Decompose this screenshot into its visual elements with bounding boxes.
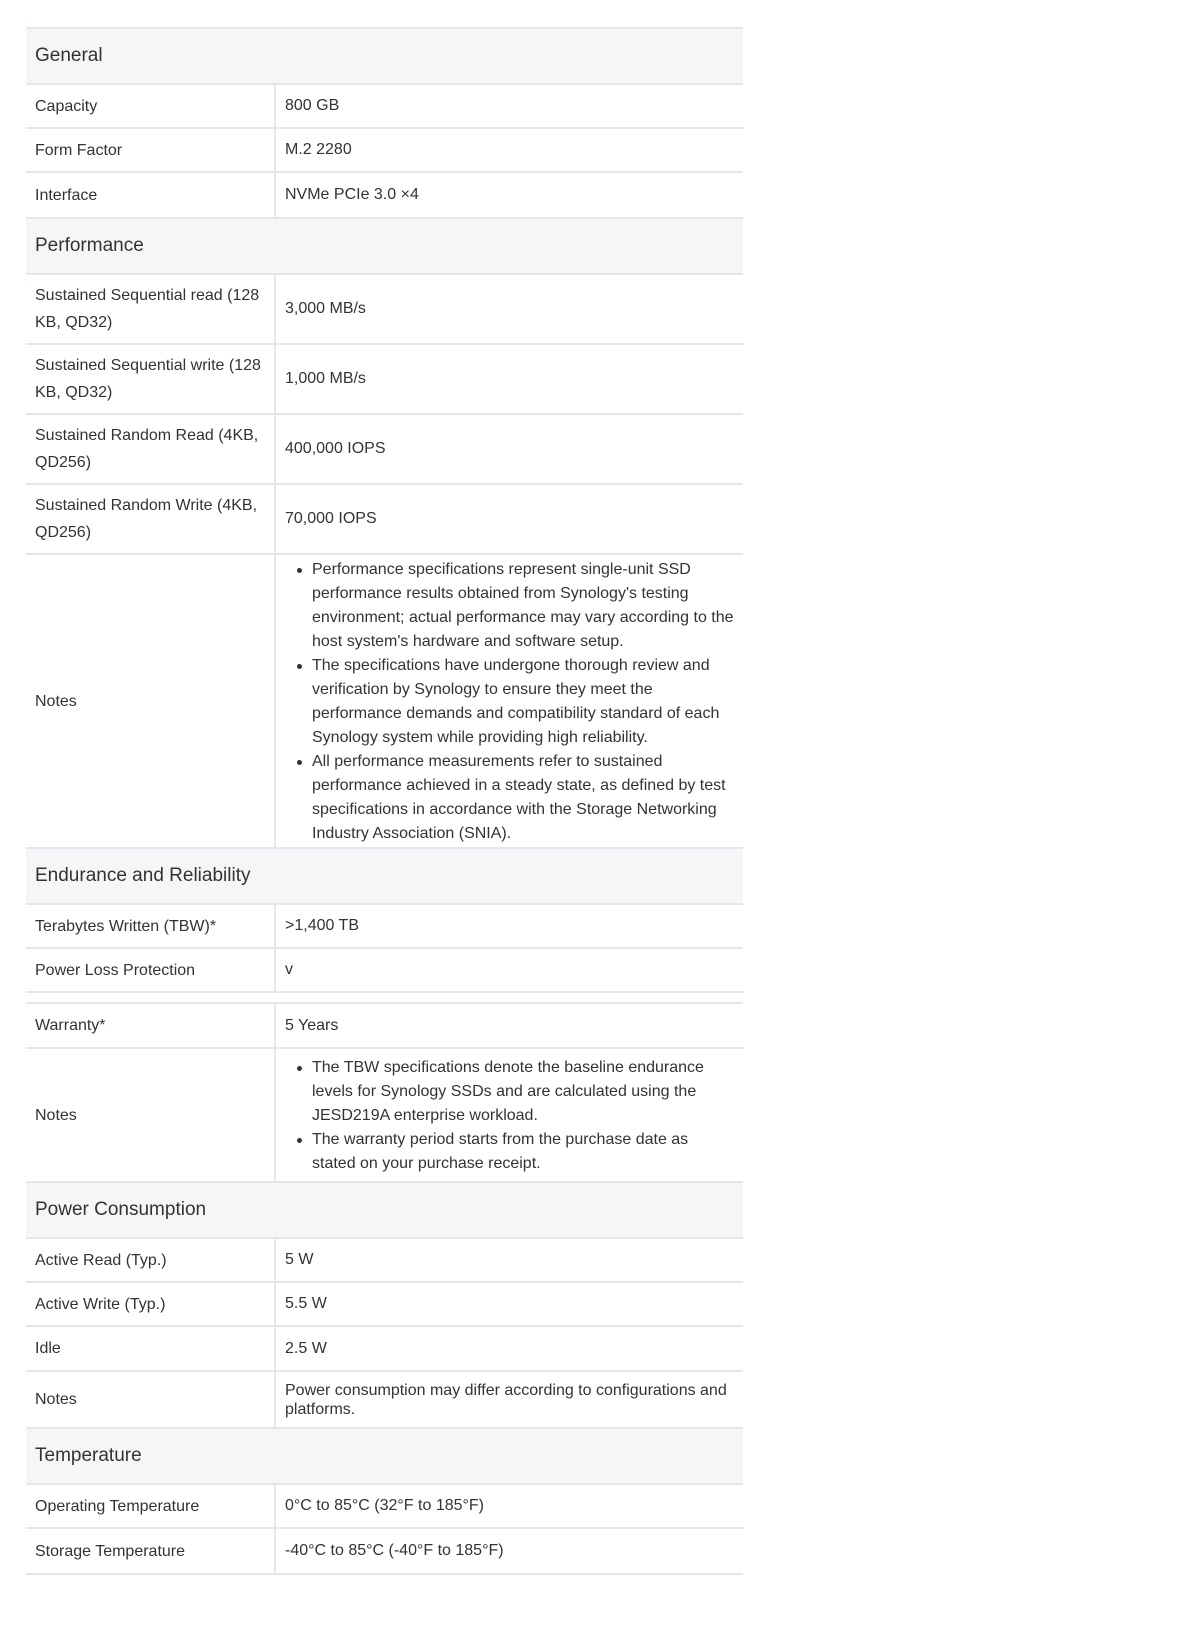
row-label: Storage Temperature	[26, 1529, 276, 1573]
list-item: All performance measurements refer to sustained performance achieved in a steady state, as defined by test specifications in accordance with the Storage Networking Industry Association (SNIA).	[285, 750, 735, 846]
table-row	[26, 1485, 743, 1529]
table-row	[26, 1372, 743, 1427]
row-value: M.2 2280	[285, 141, 352, 158]
row-label: Notes	[26, 555, 276, 847]
table-row	[26, 275, 743, 345]
table-row	[26, 555, 743, 847]
row-value: Power consumption may differ according to configurations and platforms.	[285, 1381, 727, 1418]
table-row	[26, 1529, 743, 1573]
spec-table	[26, 27, 743, 1575]
table-row	[26, 1283, 743, 1327]
section-title: General	[26, 29, 743, 85]
row-label: Sustained Sequential write (128 KB, QD32)	[26, 345, 276, 413]
section-power	[26, 1181, 743, 1427]
table-row	[26, 173, 743, 217]
table-row	[26, 129, 743, 173]
section-endurance	[26, 847, 743, 1181]
list-item: The TBW specifications denote the baseline endurance levels for Synology SSDs and are calculated using the JESD219A enterprise workload.	[285, 1056, 735, 1128]
list-item: The specifications have undergone thorough review and verification by Synology to ensure they meet the performance demands and compatibility standard of each Synology system while providing high reliability.	[285, 654, 735, 750]
table-row	[26, 1239, 743, 1283]
row-label: Capacity	[26, 85, 276, 127]
section-title: Endurance and Reliability	[26, 849, 743, 905]
section-title: Temperature	[26, 1429, 743, 1485]
row-label: Warranty*	[26, 1004, 276, 1047]
table-row	[26, 1004, 743, 1049]
notes-list	[276, 555, 743, 847]
section-temperature	[26, 1427, 743, 1575]
row-label: Sustained Sequential read (128 KB, QD32)	[26, 275, 276, 343]
section-title: Power Consumption	[26, 1183, 743, 1239]
row-value: 2.5 W	[285, 1339, 327, 1357]
row-value: 0°C to 85°C (32°F to 185°F)	[285, 1497, 485, 1514]
row-label: Notes	[26, 1372, 276, 1427]
row-label: Operating Temperature	[26, 1485, 276, 1527]
table-row	[26, 949, 743, 993]
row-label: Active Write (Typ.)	[26, 1283, 276, 1325]
row-value: v	[285, 961, 293, 978]
row-label: Idle	[26, 1327, 276, 1370]
row-label: Active Read (Typ.)	[26, 1239, 276, 1281]
row-label: Terabytes Written (TBW)*	[26, 905, 276, 947]
row-label: Interface	[26, 173, 276, 217]
row-value: NVMe PCIe 3.0 ×4	[285, 186, 419, 203]
list-item: The warranty period starts from the purchase date as stated on your purchase receipt.	[285, 1128, 735, 1176]
row-label: Notes	[26, 1049, 276, 1181]
table-row	[26, 85, 743, 129]
row-value: 3,000 MB/s	[285, 300, 366, 317]
row-label: Sustained Random Write (4KB, QD256)	[26, 485, 276, 553]
row-value: -40°C to 85°C (-40°F to 185°F)	[285, 1542, 504, 1559]
row-label: Sustained Random Read (4KB, QD256)	[26, 415, 276, 483]
section-title: Performance	[26, 219, 743, 275]
table-row	[26, 905, 743, 949]
table-row	[26, 415, 743, 485]
row-value: 70,000 IOPS	[285, 510, 377, 527]
row-value: >1,400 TB	[285, 917, 359, 934]
row-gap	[26, 993, 743, 1004]
row-value: 5 W	[285, 1251, 314, 1268]
table-row	[26, 1049, 743, 1181]
table-row	[26, 1327, 743, 1372]
row-value: 5.5 W	[285, 1295, 327, 1312]
row-value: 1,000 MB/s	[285, 370, 366, 387]
table-row	[26, 485, 743, 555]
row-value: 5 Years	[285, 1016, 339, 1034]
row-label: Power Loss Protection	[26, 949, 276, 991]
section-performance	[26, 217, 743, 847]
notes-list	[276, 1049, 743, 1181]
row-value: 800 GB	[285, 97, 340, 114]
table-row	[26, 345, 743, 415]
section-general	[26, 27, 743, 217]
list-item: Performance specifications represent single-unit SSD performance results obtained from Synology's testing environment; actual performance may vary according to the host system's hardware and software setup.	[285, 558, 735, 654]
row-label: Form Factor	[26, 129, 276, 171]
row-value: 400,000 IOPS	[285, 440, 386, 457]
